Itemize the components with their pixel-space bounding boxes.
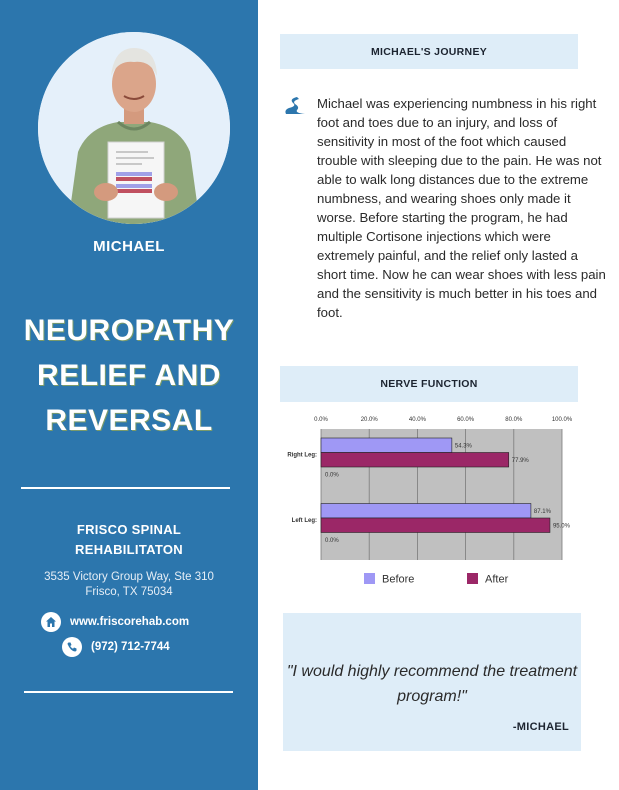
sidebar xyxy=(0,0,258,790)
clinic-name-line: REHABILITATON xyxy=(75,542,183,557)
phone-link[interactable] xyxy=(62,637,170,657)
clinic-name-line: FRISCO SPINAL xyxy=(76,522,182,537)
headline-line: NEUROPATHY xyxy=(23,314,235,347)
x-tick-label: 20.0% xyxy=(360,417,378,423)
clinic-address xyxy=(0,570,258,600)
headline xyxy=(0,308,258,443)
testimonial-box xyxy=(283,613,581,751)
legend-label: After xyxy=(485,573,509,586)
data-label: 54.3% xyxy=(454,443,472,450)
x-tick-label: 0.0% xyxy=(314,417,328,423)
divider xyxy=(21,487,230,489)
category-label: Left Leg: xyxy=(291,518,317,524)
legend-label: Before xyxy=(382,573,415,586)
profile-photo xyxy=(38,32,230,224)
website-text[interactable]: www.friscorehab.com xyxy=(70,616,190,628)
nerve-function-chart xyxy=(280,410,580,592)
divider xyxy=(24,691,233,693)
patient-name: MICHAEL xyxy=(93,238,165,255)
bar-after xyxy=(321,518,550,533)
address-line: 3535 Victory Group Way, Ste 310 xyxy=(44,571,214,583)
data-label: 77.9% xyxy=(511,457,529,464)
headline-line: RELIEF AND xyxy=(37,359,221,392)
address-line: Frisco, TX 75034 xyxy=(85,586,173,598)
home-icon xyxy=(41,612,61,632)
x-tick-label: 60.0% xyxy=(457,417,475,423)
x-tick-label: 80.0% xyxy=(505,417,523,423)
legend-swatch-before xyxy=(364,573,375,584)
clinic-name xyxy=(0,520,258,560)
data-label: 0.0% xyxy=(325,472,339,479)
legend-swatch-after xyxy=(467,573,478,584)
x-tick-label: 100.0% xyxy=(551,417,573,423)
phone-icon xyxy=(62,637,82,657)
river-icon xyxy=(283,96,309,116)
bar-after xyxy=(321,453,509,468)
phone-text[interactable]: (972) 712-7744 xyxy=(91,641,170,653)
website-link[interactable] xyxy=(41,612,189,632)
data-label: 95.0% xyxy=(552,523,570,530)
journey-heading: MICHAEL'S JOURNEY xyxy=(280,34,578,69)
data-label: 87.1% xyxy=(533,508,551,515)
bar-before xyxy=(321,438,452,453)
person-illustration xyxy=(38,32,230,224)
chart-svg xyxy=(280,410,580,592)
data-label: 0.0% xyxy=(325,537,339,544)
testimonial-author: -MICHAEL xyxy=(512,721,569,733)
bar-before xyxy=(321,504,531,519)
headline-line: REVERSAL xyxy=(45,404,213,437)
journey-story: Michael was experiencing numbness in his right foot and toes due to an injury, and loss of sensitivity in most of the foot which caused trouble with sleeping due to the pain. He was not able to walk long distances due to the extreme numbness, and wearing shoes only made it worse. Before starting the program, he had multiple Cortisone injections which were extremely painful, and the relief only lasted a short time. Now he can wear shoes with less pain and the sensitivity is much better in his toes and foot. xyxy=(317,96,606,320)
nerve-function-heading: NERVE FUNCTION xyxy=(280,366,578,402)
category-label: Right Leg: xyxy=(287,452,317,459)
x-tick-label: 40.0% xyxy=(408,417,426,423)
testimonial-quote: "I would highly recommend the treatment program!" xyxy=(286,663,578,705)
